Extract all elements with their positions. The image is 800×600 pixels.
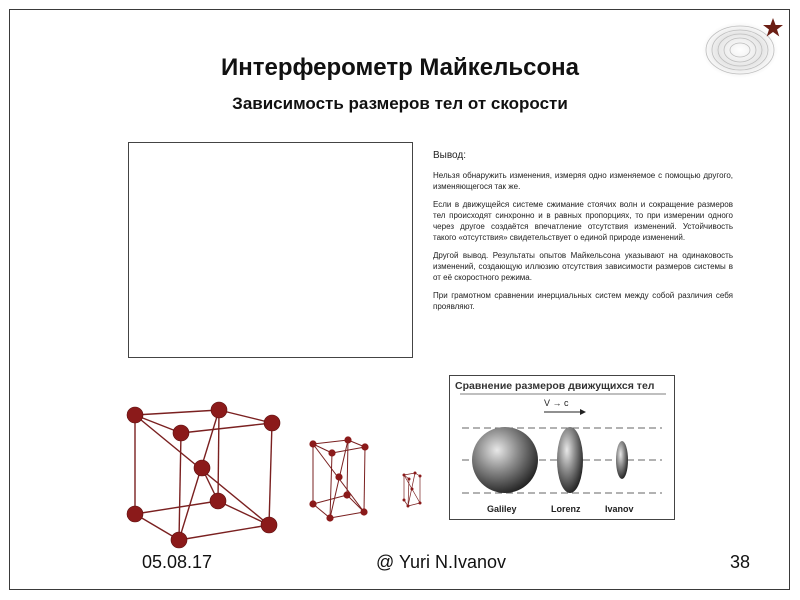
footer-date: 05.08.17 <box>142 552 213 572</box>
slide-title: Интерферометр Майкельсона <box>220 54 579 81</box>
label-ivanov: Ivanov <box>605 504 634 514</box>
conclusion-paragraph: Нельзя обнаружить изменения, измеряя одно изменяемое с помощью другого, изменяющегося так же. <box>433 171 733 191</box>
slide-subtitle: Зависимость размеров тел от скорости <box>232 94 568 113</box>
conclusion-text <box>433 150 733 319</box>
size-comparison-diagram <box>449 375 675 520</box>
conclusion-paragraph: При грамотном сравнении инерциальных систем между собой различия себя проявляют. <box>433 291 733 311</box>
small-crystal-cube <box>400 470 424 510</box>
label-lorenz: Lorenz <box>551 504 581 514</box>
footer-page-number: 38 <box>730 552 751 572</box>
footer-author: @ Yuri N.Ivanov <box>376 552 506 572</box>
ivanov-ellipsoid <box>616 441 628 479</box>
velocity-label: V → c <box>544 398 569 408</box>
label-galiley: Galiley <box>487 504 517 514</box>
image-placeholder <box>128 142 413 358</box>
large-crystal-cube <box>120 398 290 558</box>
medium-crystal-cube <box>305 432 377 526</box>
conclusion-paragraph: Если в движущейся системе сжимание стоячих волн и сокращение размеров тел происходят синхронно и в равных пропорциях, то при измерении одного через другое создаётся впечатление отсутствия изменений. Устойчивость такого «отсутствия» свидетельствует о единой природе изменений. <box>433 200 733 242</box>
comparison-title: Сравнение размеров движущихся тел <box>455 380 655 392</box>
lorenz-ellipsoid <box>557 427 583 493</box>
conclusion-paragraph: Другой вывод. Результаты опытов Майкельсона указывают на одинаковость изменений, создающую иллюзию отсутствия зависимости размеров системы в от её скоростного режима. <box>433 251 733 282</box>
conclusion-heading: Вывод: <box>433 150 467 161</box>
galiley-sphere <box>472 427 538 493</box>
